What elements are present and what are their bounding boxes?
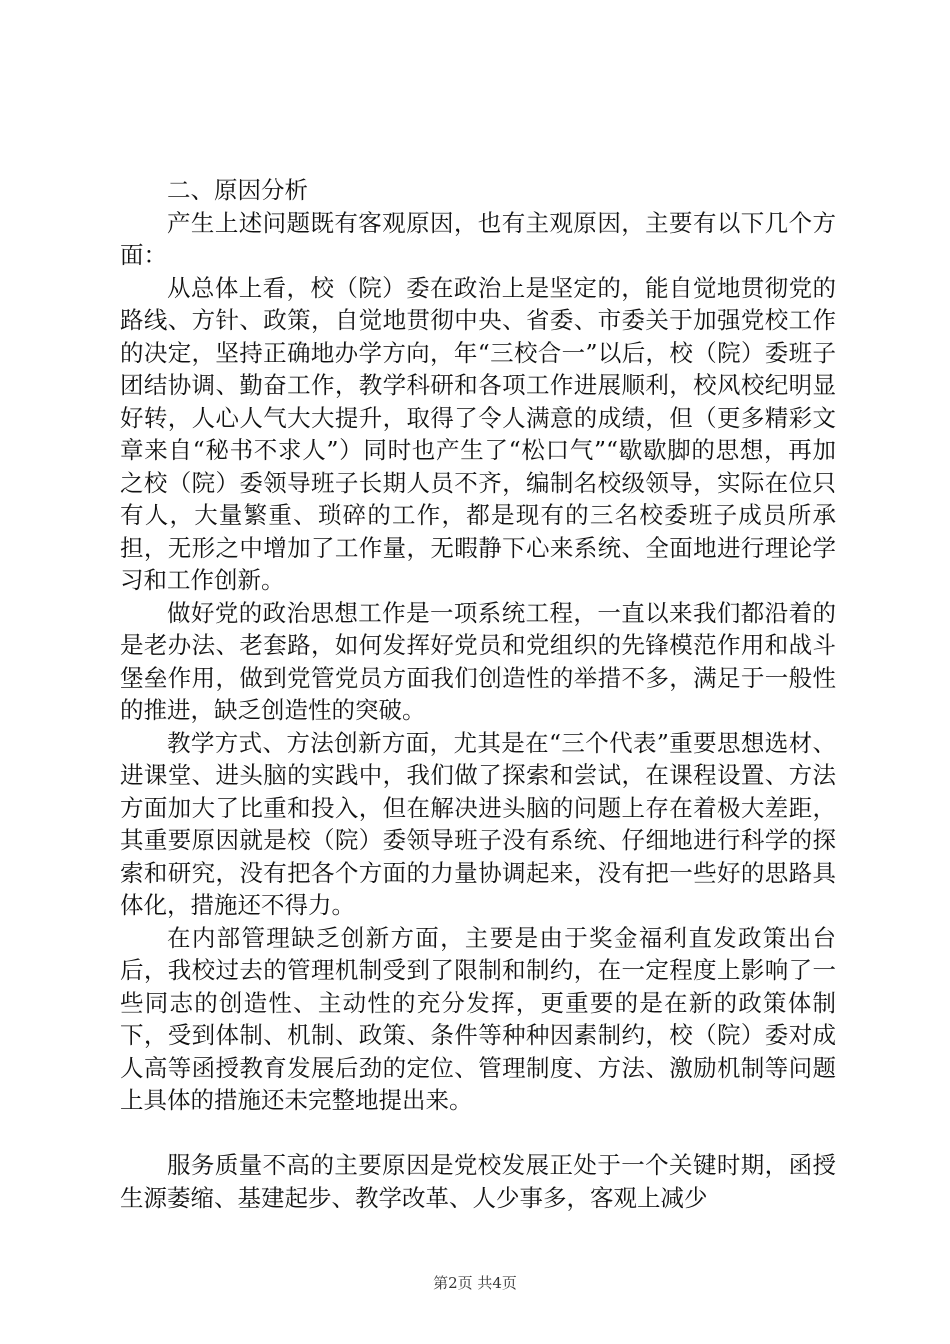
section-heading: 二、原因分析 — [167, 176, 308, 204]
paragraph-intro: 产生上述问题既有客观原因，也有主观原因，主要有以下几个方面： — [120, 208, 836, 269]
document-body — [120, 174, 836, 1214]
paragraph-service-quality: 服务质量不高的主要原因是党校发展正处于一个关键时期，函授生源萎缩、基建起步、教学改革、人少事多，客观上减少 — [120, 1151, 836, 1212]
page-number: 第2页 共4页 — [433, 1274, 517, 1292]
paragraph-political-work: 做好党的政治思想工作是一项系统工程，一直以来我们都沿着的是老办法、老套路，如何发挥好党员和党组织的先锋模范作用和战斗堡垒作用，做到党管党员方面我们创造性的举措不多，满足于一般性的推进，缺乏创造性的突破。 — [120, 598, 836, 724]
paragraph-teaching-methods: 教学方式、方法创新方面，尤其是在“三个代表”重要思想选材、进课堂、进头脑的实践中，我们做了探索和尝试，在课程设置、方法方面加大了比重和投入，但在解决进头脑的问题上存在着极大差距，其重要原因就是校（院）委领导班子没有系统、仔细地进行科学的探索和研究，没有把各个方面的力量协调起来，没有把一些好的思路具体化，措施还不得力。 — [120, 728, 836, 919]
paragraph-overall: 从总体上看，校（院）委在政治上是坚定的，能自觉地贯彻党的路线、方针、政策，自觉地贯彻中央、省委、市委关于加强党校工作的决定，坚持正确地办学方向，年“三校合一”以后，校（院）委班子团结协调、勤奋工作，教学科研和各项工作进展顺利，校风校纪明显好转，人心人气大大提升，取得了令人满意的成绩，但（更多精彩文章来自“秘书不求人”）同时也产生了“松口气”“歇歇脚的思想，再加之校（院）委领导班子长期人员不齐，编制名校级领导，实际在位只有人，大量繁重、琐碎的工作，都是现有的三名校委班子成员所承担，无形之中增加了工作量，无暇静下心来系统、全面地进行理论学习和工作创新。 — [120, 273, 836, 594]
paragraph-internal-management: 在内部管理缺乏创新方面，主要是由于奖金福利直发政策出台后，我校过去的管理机制受到了限制和制约，在一定程度上影响了一些同志的创造性、主动性的充分发挥，更重要的是在新的政策体制下，受到体制、机制、政策、条件等种种因素制约，校（院）委对成人高等函授教育发展后劲的定位、管理制度、方法、激励机制等问题上具体的措施还未完整地提出来。 — [120, 923, 836, 1114]
